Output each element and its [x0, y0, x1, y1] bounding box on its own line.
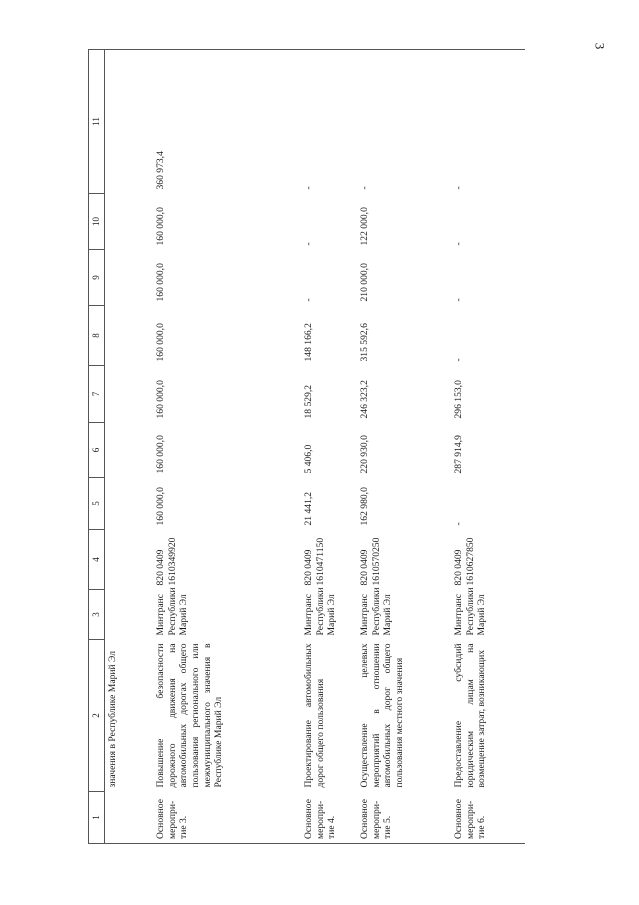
executor: Минтранс Республики Марий Эл: [452, 587, 488, 636]
value-col11: -: [447, 50, 525, 194]
value-col5: 160 000,0: [154, 487, 166, 526]
budget-code: 820 0409 1610349920: [154, 537, 178, 586]
value-col10: -: [302, 242, 314, 246]
table-row-continuation: [104, 50, 149, 844]
column-header: 7: [89, 366, 105, 423]
value-col6: 160 000,0: [154, 435, 166, 474]
value-col11: -: [353, 50, 447, 194]
value-col8: 315 592,6: [358, 323, 370, 362]
value-col6: 220 930,0: [358, 435, 370, 474]
column-header: 11: [89, 50, 105, 194]
column-header: 9: [89, 250, 105, 306]
rotated-table-sheet: [88, 50, 611, 844]
budget-code: 820 0409 1610570250: [358, 537, 382, 586]
executor: Минтранс Республики Марий Эл: [302, 587, 338, 636]
column-header: 4: [89, 530, 105, 590]
executor: Минтранс Республики Марий Эл: [358, 587, 394, 636]
column-header: 1: [89, 792, 105, 844]
measure-name: Повышение безопасности дорожного движения на автомобильных дорогах общего пользования регионального или межмуниципального значения в Республике Марий Эл: [154, 643, 225, 788]
measure-type: Основное меропри-тие 6.: [447, 792, 525, 844]
value-col8: -: [452, 358, 464, 362]
value-col10: 122 000,0: [358, 207, 370, 246]
value-col7: 160 000,0: [154, 380, 166, 419]
column-header: 2: [89, 640, 105, 792]
value-col6: 5 406,0: [302, 444, 314, 474]
table-row: [447, 50, 525, 844]
value-col7: 18 529,2: [302, 384, 314, 419]
value-col10: 160 000,0: [154, 207, 166, 246]
executor: Минтранс Республики Марий Эл: [154, 587, 190, 636]
value-col7: 296 153,0: [452, 380, 464, 419]
value-col5: 21 441,2: [302, 491, 314, 526]
column-header: 10: [89, 194, 105, 250]
table-row: [297, 50, 353, 844]
value-col9: 160 000,0: [154, 263, 166, 302]
measure-type: Основное меропри-тие 3.: [149, 792, 297, 844]
value-col8: 160 000,0: [154, 323, 166, 362]
measure-name: Осуществление целевых мероприятий в отношении автомобильных дорог общего пользования местного значения: [358, 643, 406, 788]
column-header: 5: [89, 478, 105, 530]
table-row: [353, 50, 447, 844]
value-col7: 246 323,2: [358, 380, 370, 419]
page-number: 3: [592, 42, 608, 50]
continuation-text: значения в Республике Марий Эл: [106, 650, 118, 788]
table-row: [149, 50, 297, 844]
column-number-header: [89, 50, 105, 844]
value-col9: -: [302, 298, 314, 302]
measure-name: Проектирование автомобильных дорог общего пользования: [302, 643, 326, 788]
value-col9: 210 000,0: [358, 263, 370, 302]
value-col10: -: [452, 242, 464, 246]
value-col5: -: [452, 522, 464, 526]
measure-type: Основное меропри-тие 5.: [353, 792, 447, 844]
budget-code: 820 0409 1610627850: [452, 537, 476, 586]
value-col6: 287 914,9: [452, 435, 464, 474]
value-col5: 162 980,0: [358, 487, 370, 526]
budget-table: [88, 49, 525, 844]
column-header: 6: [89, 423, 105, 478]
value-col11: 360 973,4: [149, 50, 297, 194]
column-header: 8: [89, 306, 105, 366]
value-col8: 148 166,2: [302, 323, 314, 362]
measure-name: Предоставление субсидий юридическим лицам на возмещение затрат, возникающих: [452, 643, 488, 788]
value-col11: -: [297, 50, 353, 194]
budget-code: 820 0409 1610471150: [302, 537, 326, 586]
column-header: 3: [89, 590, 105, 640]
value-col9: -: [452, 298, 464, 302]
measure-type: Основное меропри-тие 4.: [297, 792, 353, 844]
